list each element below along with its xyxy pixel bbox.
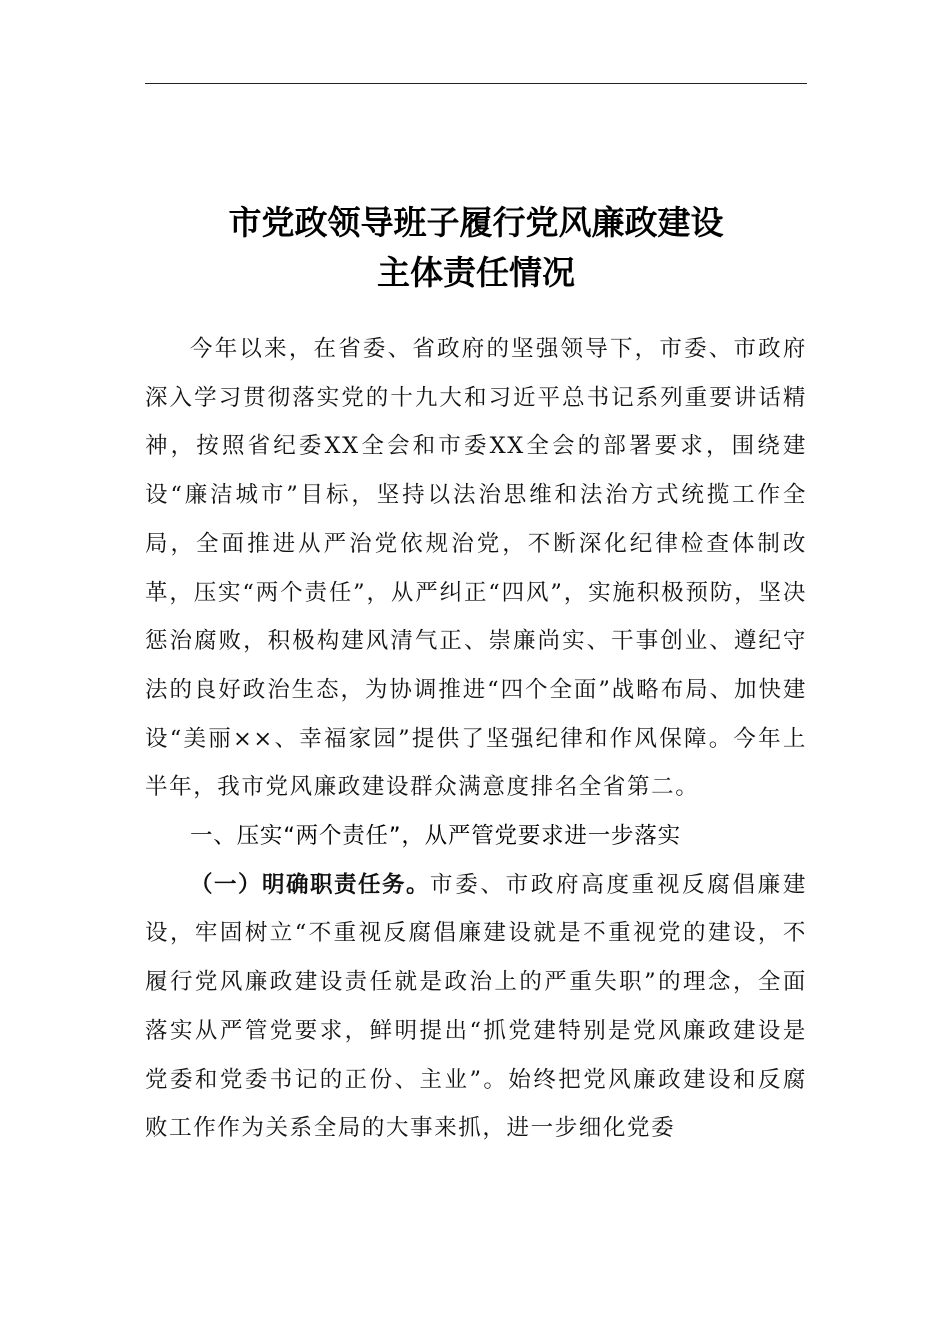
subsection1-text: 市委、市政府高度重视反腐倡廉建设，牢固树立“不重视反腐倡廉建设就是不重视党的建设，不履行党风廉政建设责任就是政治上的严重失职”的理念，全面落实从严管党要求，鲜明提出“抓党建特别是党风廉政建设是党委和党委书记的正份、主业”。始终把党风廉政建设和反腐败工作作为关系全局的大事来抓，进一步细化党委 [145, 871, 807, 1142]
intro-paragraph: 今年以来，在省委、省政府的坚强领导下，市委、市政府深入学习贯彻落实党的十九大和习近平总书记系列重要讲话精神，按照省纪委XX全会和市委XX全会的部署要求，围绕建设“廉洁城市”目标，坚持以法治思维和法治方式统揽工作全局，全面推进从严治党依规治党，不断深化纪律检查体制改革，压实“两个责任”，从严纠正“四风”，实施积极预防，坚决惩治腐败，积极构建风清气正、崇廉尚实、干事创业、遵纪守法的良好政治生态，为协调推进“四个全面”战略布局、加快建设“美丽××、幸福家园”提供了坚强纪律和作风保障。今年上半年，我市党风廉政建设群众满意度排名全省第二。 [145, 336, 807, 801]
section1-heading: 一、压实“两个责任”，从严管党要求进一步落实 [190, 823, 681, 850]
document-body [145, 325, 807, 1153]
document-title-line2: 主体责任情况 [377, 253, 575, 292]
document-title-line1: 市党政领导班子履行党风廉政建设 [228, 203, 724, 242]
subsection1-paragraph [145, 861, 807, 1153]
header-rule [145, 83, 807, 84]
subsection1-heading: （一）明确职责任务。 [190, 871, 431, 898]
